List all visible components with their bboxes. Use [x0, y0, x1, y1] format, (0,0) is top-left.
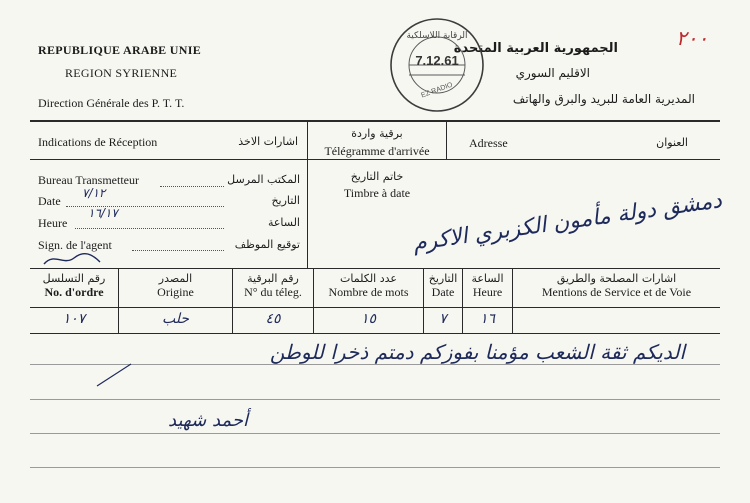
- label-saa: الساعة: [267, 216, 300, 229]
- values-row-rule: [30, 333, 720, 334]
- label-date: Date: [38, 194, 61, 208]
- value-origine: حلب: [161, 311, 190, 327]
- label-tawqi-muwazzaf: توقيع الموظف: [234, 238, 300, 251]
- col-header-nombre-mots-fr: Nombre de mots: [328, 285, 409, 299]
- postmark-stamp: [387, 15, 487, 115]
- bureau-line: [160, 186, 224, 187]
- col-header-no-ordre-fr: No. d'ordre: [44, 285, 104, 299]
- label-indications-reception: Indications de Réception: [38, 135, 158, 149]
- col-header-nombre-mots-ar: عدد الكلمات: [340, 272, 397, 285]
- handwritten-heure: ١٦/١٧: [88, 206, 118, 220]
- header-ar-direction: المديرية العامة للبريد والبرق والهاتف: [512, 92, 695, 106]
- col-header-origine: [119, 272, 232, 300]
- col-header-heure: [463, 272, 512, 300]
- label-khatim-tarikh: خاتم التاريخ: [350, 170, 404, 183]
- col-header-heure-fr: Heure: [472, 285, 503, 299]
- label-bureau-transmetteur: Bureau Transmetteur: [38, 173, 139, 187]
- heure-line: [75, 228, 224, 229]
- value-no-teleg: ٤٥: [265, 311, 281, 327]
- columns-header-rule: [30, 307, 720, 308]
- divider-left: [307, 120, 308, 269]
- col-header-no-ordre: [30, 272, 118, 300]
- label-signature-agent: Sign. de l'agent: [38, 238, 112, 252]
- label-unwan: العنوان: [656, 136, 688, 149]
- col-header-heure-ar: الساعة: [471, 272, 504, 285]
- message-line-4: [30, 467, 720, 468]
- col-header-date-fr: Date: [431, 285, 455, 299]
- col-header-date: [424, 272, 462, 300]
- col-header-nombre-mots: [314, 272, 423, 300]
- divider-right-top: [446, 120, 447, 159]
- header-fr-direction: Direction Générale des P. T. T.: [38, 96, 185, 110]
- value-no-ordre: ١٠٧: [62, 311, 86, 327]
- col-header-no-ordre-ar: رقم التسلسل: [42, 272, 106, 285]
- label-tarikh: التاريخ: [271, 194, 300, 207]
- handwritten-signature: أحمد شهيد: [168, 410, 248, 431]
- header-ar-region: الاقليم السوري: [515, 66, 590, 80]
- label-maktab-mursil: المكتب المرسل: [227, 173, 300, 186]
- col-header-no-teleg-ar: رقم البرقية: [247, 272, 299, 285]
- col-header-date-ar: التاريخ: [428, 272, 458, 285]
- label-adresse: Adresse: [469, 136, 508, 150]
- header-fr-region: REGION SYRIENNE: [65, 66, 178, 80]
- label-barqiya-warida: برقية واردة: [351, 127, 403, 140]
- col-header-origine-ar: المصدر: [158, 272, 193, 285]
- col-header-no-teleg: [233, 272, 313, 300]
- label-ishara-akhdh: اشارات الاخذ: [238, 135, 298, 148]
- header-ar-republic: الجمهورية العربية المتحدة: [453, 41, 618, 56]
- header-fr-republic: REPUBLIQUE ARABE UNIE: [38, 43, 201, 57]
- heading-rule: [30, 159, 720, 160]
- agent-signature-icon: [42, 246, 102, 270]
- label-timbre-a-date: Timbre à date: [343, 186, 411, 200]
- label-telegramme-arrivee: Télégramme d'arrivée: [324, 144, 430, 158]
- columns-top-rule: [30, 268, 720, 269]
- signature-line: [132, 250, 224, 251]
- stamp-date: 7.12.61: [415, 53, 459, 68]
- top-rule: [30, 120, 720, 122]
- handwritten-address: دمشق دولة مأمون الكزبري الاكرم: [411, 188, 724, 257]
- col-header-mentions-fr: Mentions de Service et de Voie: [541, 285, 692, 299]
- value-heure: ١٦: [479, 311, 496, 327]
- stamp-top-text: الرقابة اللاسلكية: [406, 31, 468, 41]
- message-line-2: [30, 399, 720, 400]
- message-line-3: [30, 433, 720, 434]
- label-heure: Heure: [38, 216, 68, 230]
- handwritten-message: الديكم ثقة الشعب مؤمنا بفوزكم دمتم ذخرا للوطن: [269, 340, 685, 364]
- value-date: ٧: [439, 311, 447, 327]
- value-nombre-mots: ١٥: [360, 311, 377, 327]
- message-stroke-icon: [95, 360, 135, 390]
- handwritten-date: ٧/١٢: [82, 186, 106, 200]
- col-header-mentions-ar: اشارات المصلحة والطريق: [556, 272, 677, 285]
- col-header-origine-fr: Origine: [157, 285, 194, 299]
- col-header-mentions: [513, 272, 720, 300]
- stamp-bottom-text: EZ RADIO: [420, 81, 454, 100]
- reference-mark: ٢٠٠: [676, 26, 709, 50]
- col-header-no-teleg-fr: N° du téleg.: [244, 285, 302, 299]
